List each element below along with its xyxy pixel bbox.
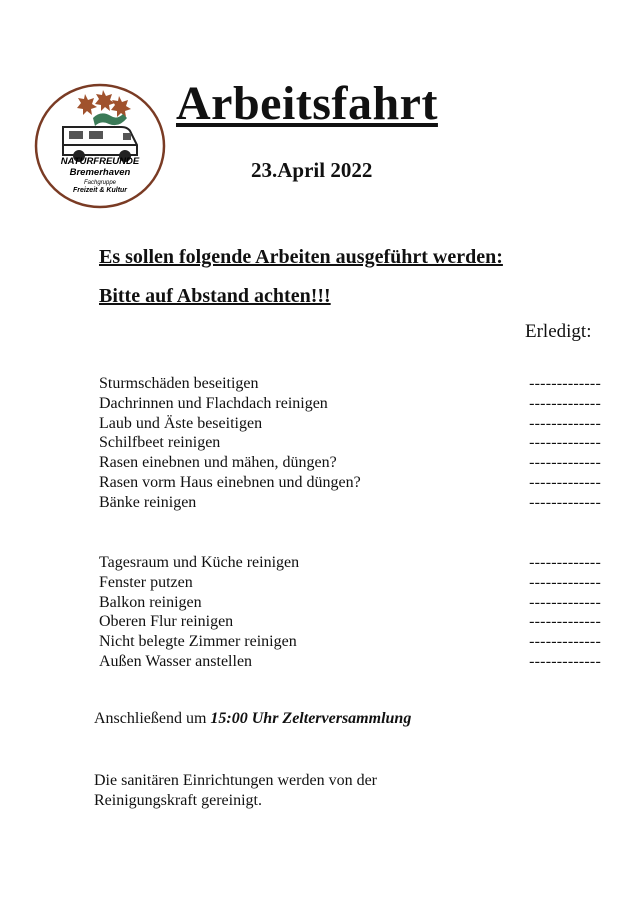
done-marker: -------------	[529, 454, 601, 472]
done-marker: -------------	[529, 652, 601, 670]
task-label: Tagesraum und Küche reinigen	[99, 554, 300, 571]
task-row	[99, 414, 601, 434]
logo-org: NATURFREUNDE	[60, 156, 140, 167]
task-row	[99, 453, 601, 473]
task-label: Schilfbeet reinigen	[99, 434, 221, 452]
indoor-task-list	[99, 553, 601, 672]
logo-group: Fachgruppe	[83, 180, 117, 186]
task-row	[99, 632, 601, 652]
done-column-label: Erledigt:	[525, 321, 592, 342]
task-label: Außen Wasser anstellen	[99, 652, 253, 670]
outdoor-task-list	[99, 374, 601, 513]
distance-notice: Bitte auf Abstand achten!!!	[99, 285, 331, 307]
task-row	[99, 473, 601, 493]
done-marker: -------------	[529, 375, 601, 392]
done-marker: -------------	[529, 593, 601, 611]
task-label: Rasen vorm Haus einebnen und düngen?	[99, 473, 361, 491]
logo-subtitle: Freizeit & Kultur	[72, 187, 128, 194]
task-label: Sturmschäden beseitigen	[99, 375, 259, 392]
done-marker: -------------	[529, 394, 601, 412]
task-row	[99, 612, 601, 632]
task-label: Laub und Äste beseitigen	[99, 414, 263, 432]
task-row	[99, 593, 601, 613]
task-label: Oberen Flur reinigen	[99, 613, 234, 631]
task-row	[99, 433, 601, 453]
task-label: Nicht belegte Zimmer reinigen	[99, 633, 297, 651]
task-row	[99, 493, 601, 513]
task-row	[99, 573, 601, 593]
footnote-line-2: Reinigungskraft gereinigt.	[94, 792, 262, 809]
page-title: Arbeitsfahrt	[176, 77, 438, 130]
meeting-time: 15:00 Uhr Zelterversammlung	[210, 710, 412, 727]
task-row	[99, 394, 601, 414]
task-label: Dachrinnen und Flachdach reinigen	[99, 394, 328, 412]
task-row	[99, 374, 601, 394]
done-marker: -------------	[529, 554, 601, 571]
task-row	[99, 553, 601, 573]
done-marker: -------------	[529, 613, 601, 631]
event-date: 23.April 2022	[251, 158, 373, 182]
meeting-notice	[94, 710, 411, 728]
done-marker: -------------	[529, 633, 601, 651]
task-label: Balkon reinigen	[99, 593, 202, 611]
done-marker: -------------	[529, 573, 601, 591]
task-label: Fenster putzen	[99, 573, 193, 591]
tasks-heading: Es sollen folgende Arbeiten ausgeführt werden:	[99, 246, 503, 268]
footnote-line-1: Die sanitären Einrichtungen werden von der	[94, 772, 378, 789]
done-marker: -------------	[529, 414, 601, 432]
done-marker: -------------	[529, 493, 601, 511]
task-row	[99, 652, 601, 672]
done-marker: -------------	[529, 434, 601, 452]
logo-emblem	[33, 82, 167, 210]
meeting-prefix: Anschließend um	[94, 710, 211, 727]
logo-city: Bremerhaven	[69, 167, 131, 178]
task-label: Rasen einebnen und mähen, düngen?	[99, 454, 337, 472]
naturfreunde-logo	[33, 82, 167, 210]
task-label: Bänke reinigen	[99, 493, 197, 511]
cleaning-footnote	[94, 771, 377, 811]
done-marker: -------------	[529, 473, 601, 491]
